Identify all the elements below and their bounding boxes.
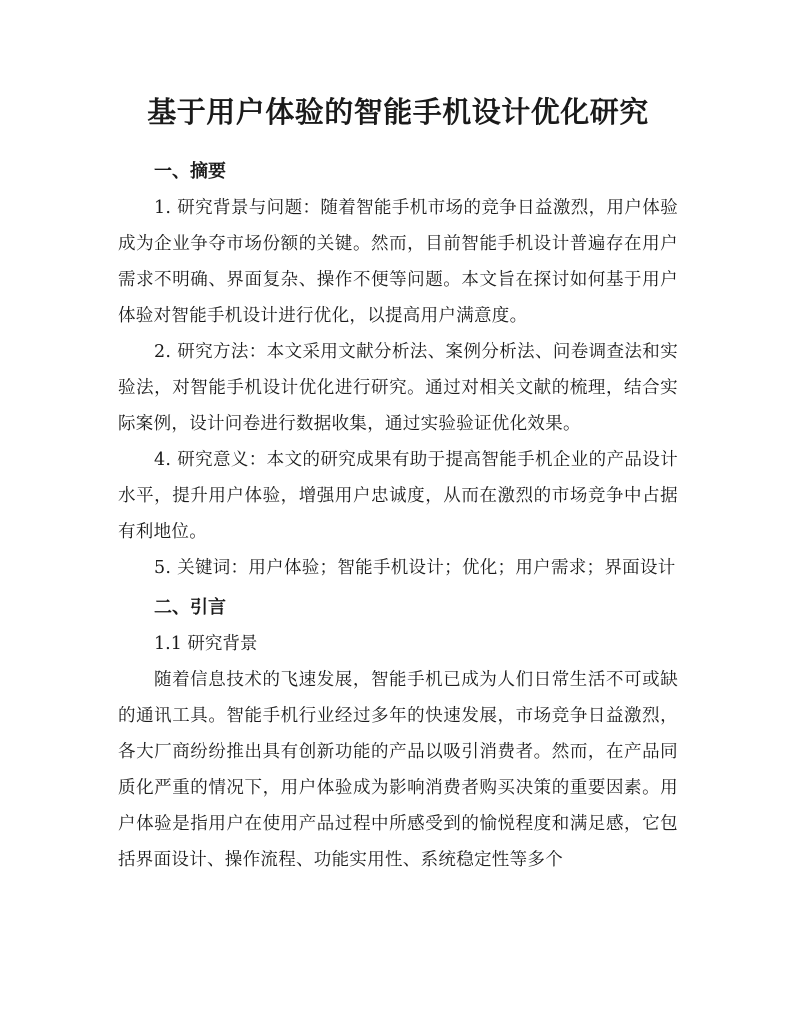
- introduction-paragraph: 随着信息技术的飞速发展，智能手机已成为人们日常生活不可或缺的通讯工具。智能手机行业经过多年的快速发展，市场竞争日益激烈，各大厂商纷纷推出具有创新功能的产品以吸引消费者。然而，在产品同质化严重的情况下，用户体验成为影响消费者购买决策的重要因素。用户体验是指用户在使用产品过程中所感受到的愉悦程度和满足感，它包括界面设计、操作流程、功能实用性、系统稳定性等多个: [118, 670, 678, 870]
- abstract-paragraph-significance: 4. 研究意义：本文的研究成果有助于提高智能手机企业的产品设计水平，提升用户体验，增强用户忠诚度，从而在激烈的市场竞争中占据有利地位。: [118, 450, 678, 542]
- abstract-paragraph-methods: 2. 研究方法：本文采用文献分析法、案例分析法、问卷调查法和实验法，对智能手机设计优化进行研究。通过对相关文献的梳理，结合实际案例，设计问卷进行数据收集，通过实验验证优化效果。: [118, 342, 678, 434]
- section-abstract: [118, 154, 678, 586]
- section-heading-introduction: 二、引言: [154, 597, 226, 618]
- abstract-paragraph-keywords: 5. 关键词：用户体验；智能手机设计；优化；用户需求；界面设计: [154, 558, 676, 578]
- abstract-paragraph-background: 1. 研究背景与问题：随着智能手机市场的竞争日益激烈，用户体验成为企业争夺市场份额的关键。然而，目前智能手机设计普遍存在用户需求不明确、界面复杂、操作不便等问题。本文旨在探讨如何基于用户体验对智能手机设计进行优化，以提高用户满意度。: [118, 198, 678, 326]
- section-heading-abstract: 一、摘要: [154, 161, 226, 182]
- document-title: 基于用户体验的智能手机设计优化研究: [147, 95, 649, 129]
- subheading-research-background: 1.1 研究背景: [154, 634, 258, 654]
- section-introduction: [118, 590, 678, 878]
